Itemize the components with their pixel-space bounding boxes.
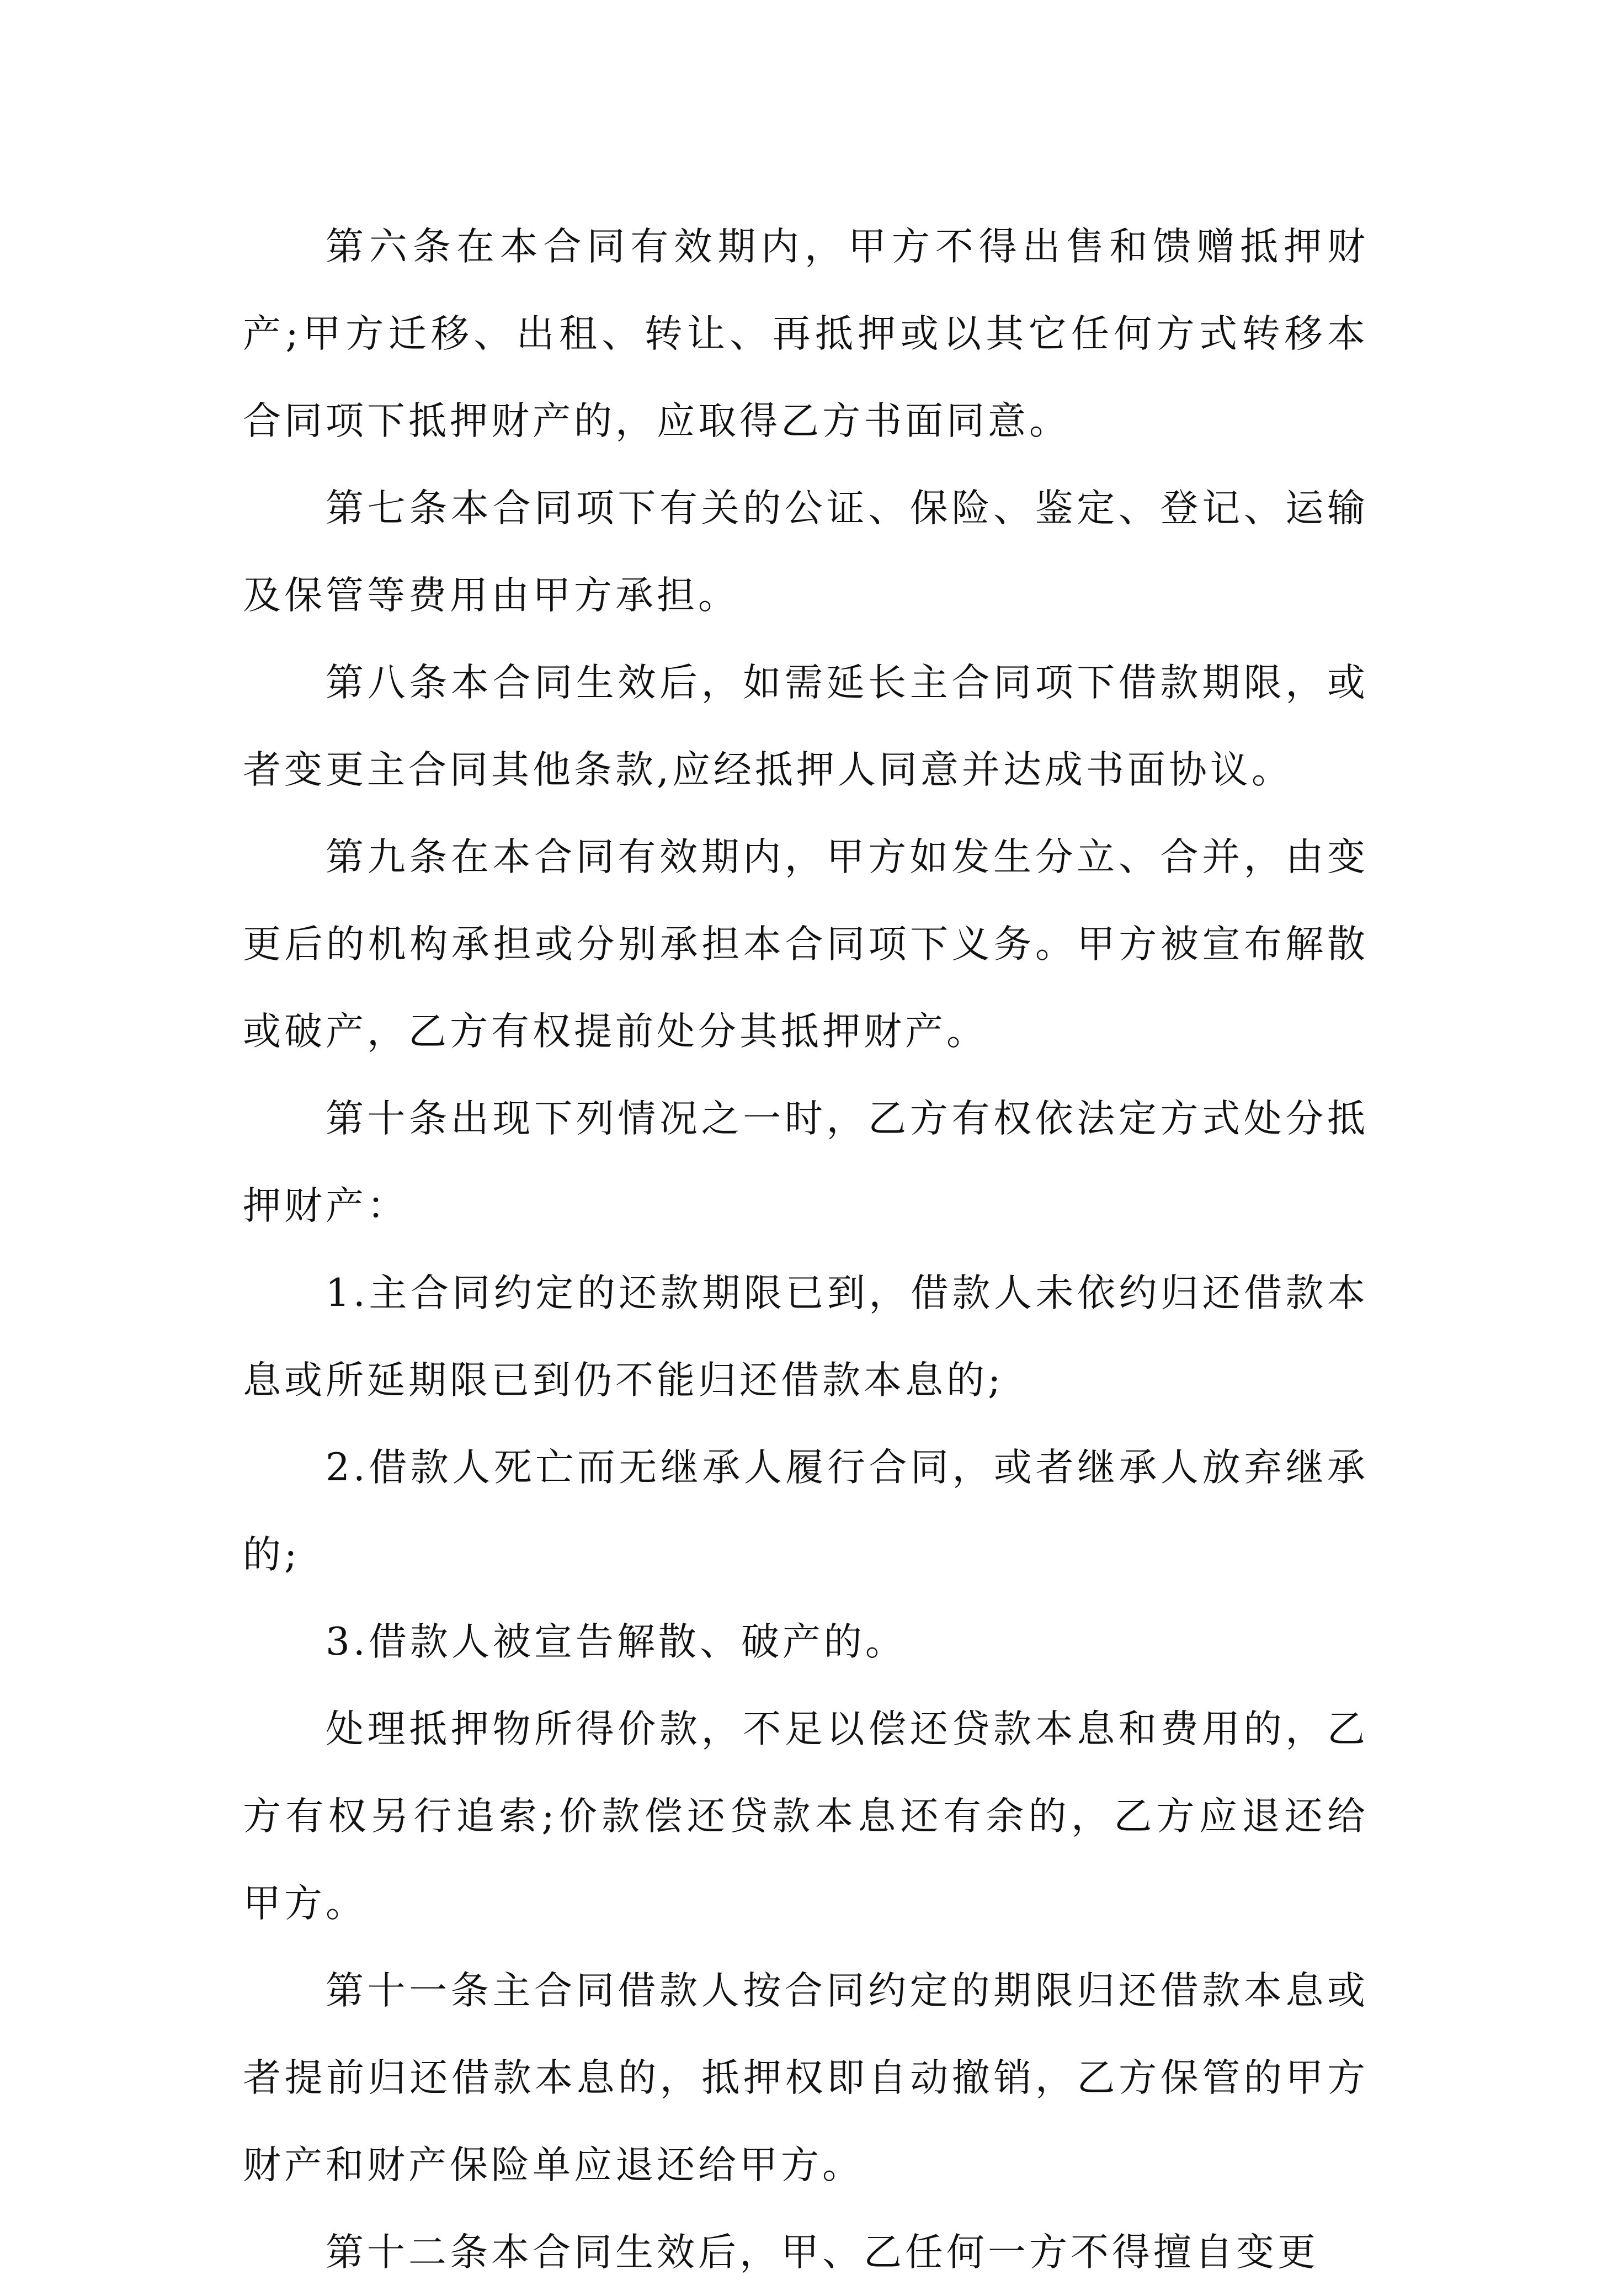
paragraph-article-9: 第九条在本合同有效期内，甲方如发生分立、合并，由变更后的机构承担或分别承担本合同项下义务。甲方被宣布解散或破产，乙方有权提前处分其抵押财产。 <box>243 835 1369 1054</box>
paragraph-article-7: 第七条本合同项下有关的公证、保险、鉴定、登记、运输及保管等费用由甲方承担。 <box>243 486 1369 618</box>
paragraph-disposal-proceeds: 处理抵押物所得价款，不足以偿还贷款本息和费用的，乙方有权另行追索;价款偿还贷款本息还有余的，乙方应退还给甲方。 <box>243 1707 1369 1926</box>
paragraph-article-11: 第十一条主合同借款人按合同约定的期限归还借款本息或者提前归还借款本息的，抵押权即自动撤销，乙方保管的甲方财产和财产保险单应退还给甲方。 <box>243 1969 1369 2187</box>
paragraph-article-12: 第十二条本合同生效后，甲、乙任何一方不得擅自变更 <box>326 2230 1319 2274</box>
paragraph-article-10: 第十条出现下列情况之一时，乙方有权依法定方式处分抵押财产： <box>243 1097 1369 1228</box>
list-item-1: 1.主合同约定的还款期限已到，借款人未依约归还借款本息或所延期限已到仍不能归还借款本息的; <box>243 1271 1369 1402</box>
paragraph-article-8: 第八条本合同生效后，如需延长主合同项下借款期限，或者变更主合同其他条款,应经抵押人同意并达成书面协议。 <box>243 661 1369 792</box>
list-item-2: 2.借款人死亡而无继承人履行合同，或者继承人放弃继承的; <box>243 1445 1369 1577</box>
document-body <box>243 203 1369 2296</box>
list-item-3: 3.借款人被宣告解散、破产的。 <box>326 1620 907 1664</box>
paragraph-article-6: 第六条在本合同有效期内，甲方不得出售和馈赠抵押财产;甲方迁移、出租、转让、再抵押或以其它任何方式转移本合同项下抵押财产的，应取得乙方书面同意。 <box>243 225 1369 443</box>
